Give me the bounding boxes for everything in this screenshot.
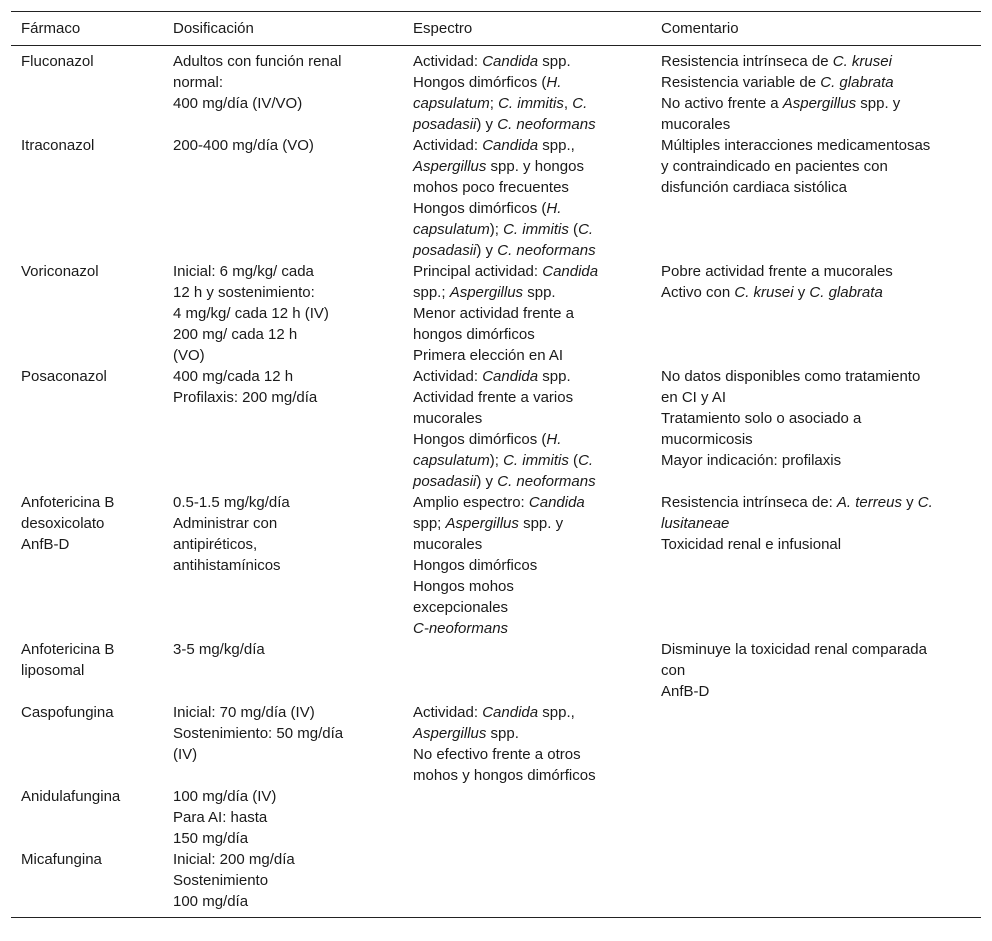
espectro-cell bbox=[403, 492, 651, 639]
cell-line: 200 mg/ cada 12 h bbox=[173, 326, 298, 343]
cell-line: Para AI: hasta bbox=[173, 809, 268, 826]
cell-line: Voriconazol bbox=[21, 263, 99, 280]
cell-line: No datos disponibles como tratamiento bbox=[661, 368, 921, 385]
dosificacion-cell bbox=[163, 492, 403, 639]
cell-line: Aspergillus spp. bbox=[413, 725, 519, 742]
cell-line: 0.5-1.5 mg/kg/día bbox=[173, 494, 290, 511]
table-row bbox=[11, 786, 981, 849]
table-row bbox=[11, 639, 981, 702]
cell-line: Inicial: 70 mg/día (IV) bbox=[173, 704, 315, 721]
dosificacion-cell bbox=[163, 366, 403, 492]
cell-line: Resistencia intrínseca de C. krusei bbox=[661, 53, 892, 70]
cell-line: desoxicolato bbox=[21, 515, 105, 532]
cell-line: Itraconazol bbox=[21, 137, 95, 154]
cell-line: Hongos dimórficos (H. bbox=[413, 200, 562, 217]
comentario-cell bbox=[651, 639, 981, 702]
cell-line: Hongos dimórficos (H. bbox=[413, 431, 562, 448]
cell-line: Principal actividad: Candida bbox=[413, 263, 599, 280]
cell-line: Actividad: Candida spp., bbox=[413, 137, 575, 154]
table-row bbox=[11, 135, 981, 261]
cell-line: antipiréticos, bbox=[173, 536, 258, 553]
farmaco-cell bbox=[11, 786, 163, 849]
cell-line: Primera elección en AI bbox=[413, 347, 564, 364]
table-row bbox=[11, 366, 981, 492]
cell-line: Menor actividad frente a bbox=[413, 305, 574, 322]
header-espectro: Espectro bbox=[413, 20, 473, 37]
header-row bbox=[11, 12, 981, 46]
cell-line: posadasii) y C. neoformans bbox=[413, 242, 596, 259]
cell-line: mohos y hongos dimórficos bbox=[413, 767, 596, 784]
cell-line: excepcionales bbox=[413, 599, 509, 616]
farmaco-cell bbox=[11, 366, 163, 492]
cell-line: AnfB-D bbox=[21, 536, 70, 553]
cell-line: capsulatum; C. immitis, C. bbox=[413, 95, 588, 112]
table-row bbox=[11, 702, 981, 786]
cell-line: Inicial: 200 mg/día bbox=[173, 851, 295, 868]
cell-line: Múltiples interacciones medicamentosas bbox=[661, 137, 931, 154]
espectro-cell bbox=[403, 366, 651, 492]
cell-line: Toxicidad renal e infusional bbox=[661, 536, 842, 553]
espectro-cell bbox=[403, 135, 651, 261]
cell-line: AnfB-D bbox=[661, 683, 710, 700]
comentario-cell bbox=[651, 261, 981, 366]
cell-line: 4 mg/kg/ cada 12 h (IV) bbox=[173, 305, 329, 322]
comentario-cell bbox=[651, 492, 981, 639]
cell-line: Profilaxis: 200 mg/día bbox=[173, 389, 318, 406]
cell-line: Sostenimiento bbox=[173, 872, 269, 889]
cell-line: No efectivo frente a otros bbox=[413, 746, 581, 763]
table-row bbox=[11, 492, 981, 639]
cell-line: posadasii) y C. neoformans bbox=[413, 473, 596, 490]
dosificacion-cell bbox=[163, 849, 403, 918]
dosificacion-cell bbox=[163, 261, 403, 366]
comentario-cell bbox=[651, 786, 981, 849]
farmaco-cell bbox=[11, 135, 163, 261]
cell-line: Resistencia intrínseca de: A. terreus y C. bbox=[661, 494, 933, 511]
cell-line: 100 mg/día (IV) bbox=[173, 788, 277, 805]
header-dosificacion: Dosificación bbox=[173, 20, 254, 37]
cell-line: liposomal bbox=[21, 662, 85, 679]
farmaco-cell bbox=[11, 492, 163, 639]
cell-line: Disminuye la toxicidad renal comparada bbox=[661, 641, 927, 658]
cell-line: Actividad: Candida spp. bbox=[413, 53, 571, 70]
table-row bbox=[11, 849, 981, 918]
cell-line: Adultos con función renal bbox=[173, 53, 342, 70]
dosificacion-cell bbox=[163, 639, 403, 702]
cell-line: Actividad: Candida spp., bbox=[413, 704, 575, 721]
espectro-cell bbox=[403, 786, 651, 849]
cell-line: Inicial: 6 mg/kg/ cada bbox=[173, 263, 314, 280]
cell-line: antihistamínicos bbox=[173, 557, 281, 574]
farmaco-cell bbox=[11, 702, 163, 786]
cell-line: mohos poco frecuentes bbox=[413, 179, 569, 196]
cell-line: (IV) bbox=[173, 746, 198, 763]
cell-line: hongos dimórficos bbox=[413, 326, 535, 343]
cell-line: Hongos dimórficos (H. bbox=[413, 74, 562, 91]
cell-line: Caspofungina bbox=[21, 704, 114, 721]
cell-line: Posaconazol bbox=[21, 368, 107, 385]
cell-line: disfunción cardiaca sistólica bbox=[661, 179, 847, 196]
cell-line: 400 mg/día (IV/VO) bbox=[173, 95, 303, 112]
cell-line: Amplio espectro: Candida bbox=[413, 494, 585, 511]
antifungal-table-container bbox=[11, 11, 981, 918]
cell-line: capsulatum); C. immitis (C. bbox=[413, 452, 594, 469]
comentario-cell bbox=[651, 702, 981, 786]
cell-line: y contraindicado en pacientes con bbox=[661, 158, 888, 175]
cell-line: con bbox=[661, 662, 686, 679]
cell-line: mucormicosis bbox=[661, 431, 753, 448]
cell-line: mucorales bbox=[661, 116, 731, 133]
espectro-cell bbox=[403, 702, 651, 786]
table-row bbox=[11, 261, 981, 366]
cell-line: Sostenimiento: 50 mg/día bbox=[173, 725, 344, 742]
cell-line: 200-400 mg/día (VO) bbox=[173, 137, 314, 154]
cell-line: Fluconazol bbox=[21, 53, 94, 70]
cell-line: Activo con C. krusei y C. glabrata bbox=[661, 284, 883, 301]
cell-line: 400 mg/cada 12 h bbox=[173, 368, 294, 385]
cell-line: mucorales bbox=[413, 410, 483, 427]
cell-line: normal: bbox=[173, 74, 224, 91]
espectro-cell bbox=[403, 261, 651, 366]
cell-line: 3-5 mg/kg/día bbox=[173, 641, 265, 658]
table-body bbox=[11, 46, 981, 918]
farmaco-cell bbox=[11, 639, 163, 702]
comentario-cell bbox=[651, 849, 981, 918]
comentario-cell bbox=[651, 135, 981, 261]
dosificacion-cell bbox=[163, 46, 403, 136]
cell-line: posadasii) y C. neoformans bbox=[413, 116, 596, 133]
comentario-cell bbox=[651, 46, 981, 136]
cell-line: capsulatum); C. immitis (C. bbox=[413, 221, 594, 238]
espectro-cell bbox=[403, 639, 651, 702]
cell-line: en CI y AI bbox=[661, 389, 727, 406]
cell-line: (VO) bbox=[173, 347, 205, 364]
espectro-cell bbox=[403, 849, 651, 918]
dosificacion-cell bbox=[163, 786, 403, 849]
cell-line: Administrar con bbox=[173, 515, 278, 532]
farmaco-cell bbox=[11, 46, 163, 136]
cell-line: Resistencia variable de C. glabrata bbox=[661, 74, 894, 91]
table-header bbox=[11, 12, 981, 46]
cell-line: Aspergillus spp. y hongos bbox=[413, 158, 584, 175]
cell-line: Hongos dimórficos bbox=[413, 557, 538, 574]
cell-line: 150 mg/día bbox=[173, 830, 249, 847]
table-row bbox=[11, 46, 981, 136]
cell-line: Anidulafungina bbox=[21, 788, 121, 805]
cell-line: Actividad frente a varios bbox=[413, 389, 574, 406]
dosificacion-cell bbox=[163, 135, 403, 261]
cell-line: mucorales bbox=[413, 536, 483, 553]
cell-line: lusitaneae bbox=[661, 515, 730, 532]
header-comentario: Comentario bbox=[661, 20, 739, 37]
cell-line: Anfotericina B bbox=[21, 641, 115, 658]
farmaco-cell bbox=[11, 261, 163, 366]
cell-line: spp.; Aspergillus spp. bbox=[413, 284, 556, 301]
cell-line: Tratamiento solo o asociado a bbox=[661, 410, 862, 427]
espectro-cell bbox=[403, 46, 651, 136]
farmaco-cell bbox=[11, 849, 163, 918]
cell-line: No activo frente a Aspergillus spp. y bbox=[661, 95, 901, 112]
cell-line: Pobre actividad frente a mucorales bbox=[661, 263, 893, 280]
cell-line: C-neoformans bbox=[413, 620, 509, 637]
header-farmaco: Fármaco bbox=[21, 20, 81, 37]
antifungal-table bbox=[11, 11, 981, 918]
cell-line: Hongos mohos bbox=[413, 578, 514, 595]
cell-line: 12 h y sostenimiento: bbox=[173, 284, 315, 301]
cell-line: Mayor indicación: profilaxis bbox=[661, 452, 842, 469]
cell-line: Anfotericina B bbox=[21, 494, 115, 511]
cell-line: Micafungina bbox=[21, 851, 102, 868]
cell-line: Actividad: Candida spp. bbox=[413, 368, 571, 385]
comentario-cell bbox=[651, 366, 981, 492]
cell-line: 100 mg/día bbox=[173, 893, 249, 910]
dosificacion-cell bbox=[163, 702, 403, 786]
cell-line: spp; Aspergillus spp. y bbox=[413, 515, 564, 532]
